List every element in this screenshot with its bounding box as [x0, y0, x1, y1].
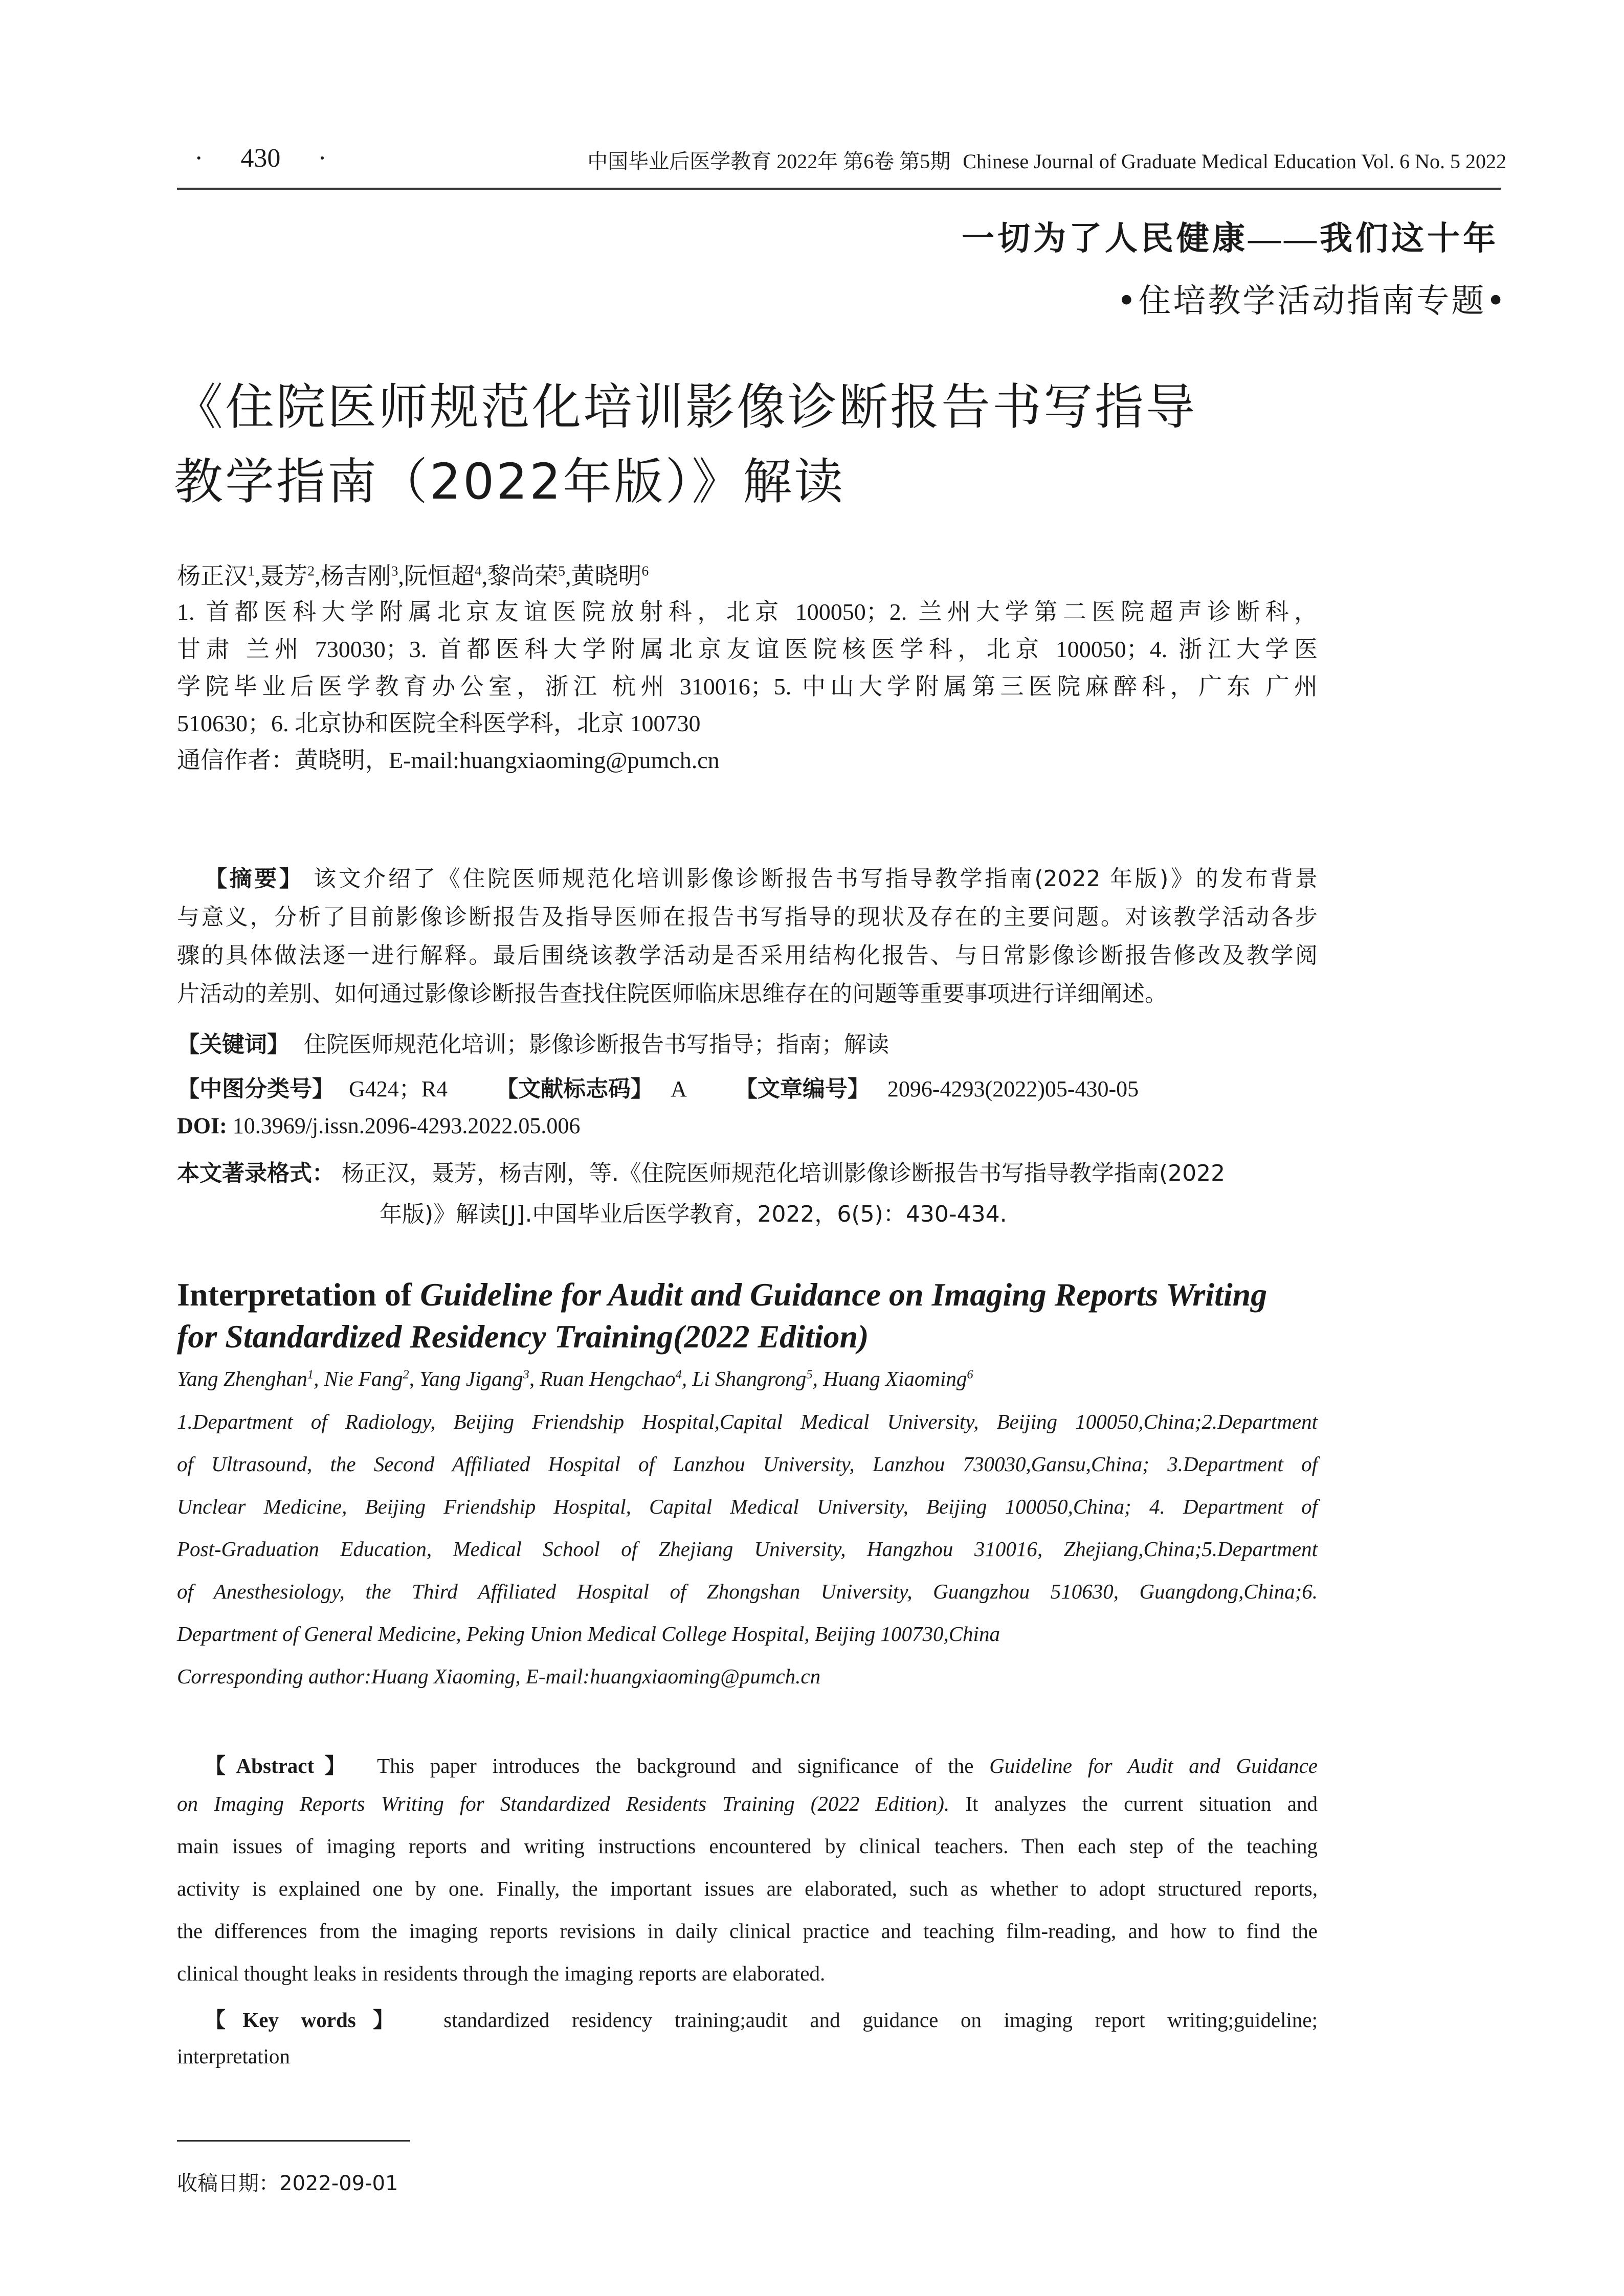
affiliation-cn-line: 甘肃 兰州 730030；3. 首都医科大学附属北京友谊医院核医学科，北京 100050；4. 浙江大学医: [177, 636, 1318, 662]
author-name: 聂芳: [260, 563, 308, 589]
abstract-en-italic: on Imaging Reports Writing for Standardized Residents Training (2022 Edition).: [177, 1792, 950, 1815]
journal-name-cn: 中国毕业后医学教育 2022年 第6卷 第5期: [587, 150, 951, 173]
author-affiliation-number: 4: [675, 1367, 682, 1382]
author-separator: ,: [315, 563, 321, 589]
author-name: Huang Xiaoming: [823, 1367, 967, 1390]
abstract-cn-line: 片活动的差别、如何通过影像诊断报告查找住院医师临床思维存在的问题等重要事项进行详细阐述。: [177, 981, 1167, 1007]
author-affiliation-number: 6: [967, 1367, 973, 1382]
author-separator: ,: [812, 1367, 824, 1390]
author-affiliation-number: 6: [641, 562, 649, 579]
abstract-en-line2: [177, 1791, 1318, 1816]
author-name: 杨正汉: [177, 563, 248, 589]
clc-value: G424；R4: [349, 1076, 448, 1101]
author-affiliation-number: 1: [248, 562, 255, 579]
author-affiliation-number: 3: [523, 1367, 529, 1382]
author-name: Li Shangrong: [692, 1367, 807, 1390]
author-name: 黄晓明: [571, 563, 642, 589]
abstract-en-text: This paper introduces the background and significance of the: [377, 1754, 990, 1777]
affiliation-en-line: of Anesthesiology, the Third Affiliated Hospital of Zhongshan University, Guangzhou 510630, Guangdong,China;6.: [177, 1580, 1318, 1603]
abstract-cn-text: 该文介绍了《住院医师规范化培训影像诊断报告书写指导教学指南(2022 年版)》的发布背景: [313, 866, 1318, 892]
abstract-en-text: It analyzes the current situation and: [949, 1792, 1318, 1815]
abstract-en-line: the differences from the imaging reports revisions in daily clinical practice and teaching film-reading, and how to find the: [177, 1919, 1318, 1943]
series-subtitle: •住培教学活动指南专题•: [1117, 282, 1507, 320]
abstract-en-label: 【Abstract】: [205, 1754, 357, 1777]
article-no-value: 2096-4293(2022)05-430-05: [887, 1076, 1139, 1101]
affiliation-en-line: Unclear Medicine, Beijing Friendship Hospital, Capital Medical University, Beijing 100050,China; 4. Department of: [177, 1495, 1318, 1518]
author-affiliation-number: 4: [474, 562, 482, 579]
article-title-en-line2: [177, 1318, 869, 1356]
abstract-cn-line: 与意义，分析了目前影像诊断报告及指导医师在报告书写指导的现状及存在的主要问题。对该教学活动各步: [177, 904, 1318, 930]
article-title-en-line1: [177, 1276, 1267, 1314]
abstract-en-line: activity is explained one by one. Finally, the important issues are elaborated, such as whether to adopt structured reports,: [177, 1877, 1318, 1900]
affiliation-cn-line: 510630；6. 北京协和医院全科医学科，北京 100730: [177, 710, 701, 736]
author-affiliation-number: 2: [307, 562, 315, 579]
author-separator: ,: [254, 563, 261, 589]
affiliation-en-line: Department of General Medicine, Peking Union Medical College Hospital, Beijing 100730,China: [177, 1622, 1000, 1646]
author-separator: ,: [481, 563, 488, 589]
keywords-en-text: standardized residency training;audit and guidance on imaging report writing;guideline;: [443, 2008, 1318, 2032]
abstract-cn-line: 骤的具体做法逐一进行解释。最后围绕该教学活动是否采用结构化报告、与日常影像诊断报告修改及教学阅: [177, 942, 1318, 969]
corresponding-author-cn: 通信作者：黄晓明，E-mail:huangxiaoming@pumch.cn: [177, 747, 720, 773]
abstract-en-line1: [205, 1749, 1318, 1779]
author-separator: ,: [409, 1367, 420, 1390]
article-title-cn-line1: 《住院医师规范化培训影像诊断报告书写指导: [174, 378, 1197, 436]
author-affiliation-number: 2: [403, 1367, 409, 1382]
keywords-cn-text: 住院医师规范化培训；影像诊断报告书写指导；指南；解读: [304, 1031, 889, 1057]
affiliation-cn-line: 学院毕业后医学教育办公室，浙江 杭州 310016；5. 中山大学附属第三医院麻醉科，广东 广州: [177, 673, 1318, 700]
keywords-cn-label: 【关键词】: [177, 1031, 290, 1057]
author-name: Yang Jigang: [419, 1367, 523, 1390]
doc-code-label: 【文献标志码】: [496, 1076, 654, 1102]
affiliation-en-line: 1.Department of Radiology, Beijing Friendship Hospital,Capital Medical University, Beijing 100050,China;2.Department: [177, 1410, 1318, 1433]
bullet: ·: [194, 144, 204, 173]
abstract-cn-line1: [205, 860, 1318, 893]
affiliation-en-line: Post-Graduation Education, Medical School of Zhejiang University, Hangzhou 310016, Zhejiang,China;5.Department: [177, 1537, 1318, 1561]
header-rule: [177, 188, 1501, 190]
author-separator: ,: [565, 563, 571, 589]
title-en-italic: for Standardized Residency Training(2022 Edition): [177, 1318, 869, 1355]
title-en-plain: Interpretation of: [177, 1276, 420, 1313]
author-name: Nie Fang: [324, 1367, 403, 1390]
author-name: 阮恒超: [404, 563, 475, 589]
author-separator: ,: [681, 1367, 693, 1390]
page-number-value: 430: [240, 144, 281, 173]
received-date: 收稿日期：2022-09-01: [177, 2172, 398, 2195]
author-name: Ruan Hengchao: [540, 1367, 676, 1390]
doi-label: DOI:: [177, 1113, 227, 1138]
authors-en: [177, 1366, 973, 1391]
abstract-en-line: main issues of imaging reports and writing instructions encountered by clinical teachers. Then each step of the teaching: [177, 1834, 1318, 1858]
corresponding-author-en: Corresponding author:Huang Xiaoming, E-mail:huangxiaoming@pumch.cn: [177, 1664, 821, 1688]
classification-row: [177, 1070, 1139, 1103]
author-affiliation-number: 5: [558, 562, 565, 579]
author-affiliation-number: 5: [806, 1367, 813, 1382]
keywords-cn: [177, 1026, 889, 1059]
author-name: Yang Zhenghan: [177, 1367, 307, 1390]
doc-code-value: A: [671, 1076, 687, 1101]
article-title-cn-line2: 教学指南（2022年版）》解读: [174, 453, 846, 510]
affiliation-cn-line: 1. 首都医科大学附属北京友谊医院放射科，北京 100050；2. 兰州大学第二医院超声诊断科，: [177, 599, 1318, 625]
author-name: 黎尚荣: [487, 563, 559, 589]
abstract-en-line: clinical thought leaks in residents through the imaging reports are elaborated.: [177, 1962, 826, 1985]
keywords-en-label: 【Key words】: [205, 2008, 411, 2032]
page-number: [194, 143, 327, 173]
abstract-en-italic: Guideline for Audit and Guidance: [989, 1754, 1318, 1777]
running-header: [587, 145, 1506, 174]
author-separator: ,: [398, 563, 404, 589]
citation-text: 杨正汉，聂芳，杨吉刚，等.《住院医师规范化培训影像诊断报告书写指导教学指南(2022: [342, 1160, 1226, 1186]
doi: [177, 1113, 580, 1139]
abstract-cn-label: 【摘要】: [205, 866, 304, 892]
clc-label: 【中图分类号】: [177, 1076, 335, 1102]
author-name: 杨吉刚: [320, 563, 391, 589]
authors-cn: [177, 557, 649, 591]
citation-label: 本文著录格式：: [177, 1160, 335, 1186]
citation-line2: 年版)》解读[J].中国毕业后医学教育，2022，6(5)：430-434.: [380, 1201, 1007, 1227]
journal-name-en: Chinese Journal of Graduate Medical Education Vol. 6 No. 5 2022: [963, 150, 1506, 173]
title-en-italic: Guideline for Audit and Guidance on Imaging Reports Writing: [420, 1276, 1267, 1313]
series-title: 一切为了人民健康——我们这十年: [962, 220, 1499, 257]
citation-line1: [177, 1155, 1225, 1187]
bullet: ·: [318, 144, 327, 173]
keywords-en-line2: interpretation: [177, 2044, 290, 2068]
author-affiliation-number: 1: [307, 1367, 314, 1382]
affiliation-en-line: of Ultrasound, the Second Affiliated Hospital of Lanzhou University, Lanzhou 730030,Gansu,China; 3.Department of: [177, 1452, 1318, 1476]
article-no-label: 【文章编号】: [735, 1076, 870, 1102]
author-separator: ,: [529, 1367, 540, 1390]
author-separator: ,: [314, 1367, 324, 1390]
author-affiliation-number: 3: [391, 562, 398, 579]
footnote-rule: [177, 2140, 410, 2142]
keywords-en-line1: [205, 2003, 1318, 2033]
doi-value: 10.3969/j.issn.2096-4293.2022.05.006: [232, 1113, 581, 1138]
